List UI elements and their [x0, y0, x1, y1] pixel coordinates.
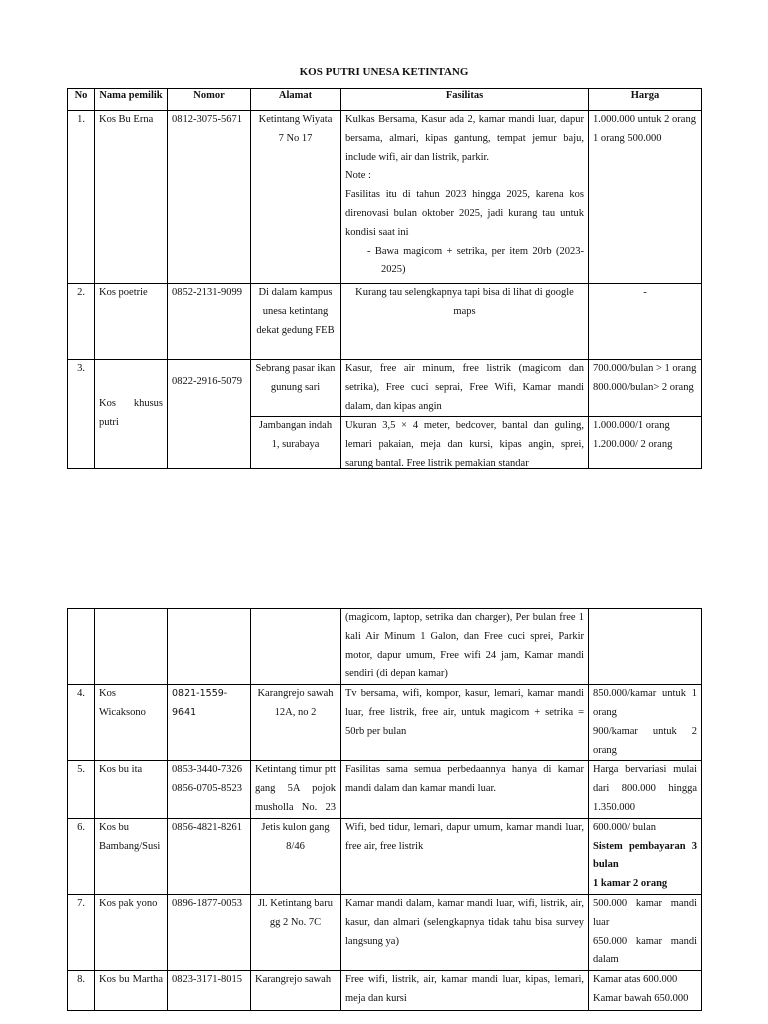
- row-nama: Kos bu ita: [95, 761, 168, 818]
- table-row: [68, 111, 702, 284]
- harga-line: 650.000 kamar mandi dalam: [593, 935, 697, 966]
- harga-line: Kamar bawah 650.000: [593, 992, 689, 1004]
- row-harga-empty: [589, 609, 702, 685]
- row-harga: [589, 360, 702, 417]
- table-row: [68, 894, 702, 970]
- note-text: Fasilitas itu di tahun 2023 hingga 2025, karena kos direnovasi bulan oktober 2025, jadi kurang tau untuk kondisi saat ini: [345, 189, 584, 238]
- row-no: 8.: [68, 971, 95, 1011]
- table-row: [68, 971, 702, 1011]
- row-no: 6.: [68, 818, 95, 894]
- row-alamat: Jetis kulon gang 8/46: [251, 818, 341, 894]
- row-alamat: Ketintang timur ptt gang 5A pojok musholla No. 23: [251, 761, 341, 818]
- row-nama: Kos Bu Erna: [95, 111, 168, 284]
- row-fasilitas: [341, 111, 589, 284]
- note-item: - Bawa magicom + setrika, per item 20rb (2023-2025): [367, 245, 584, 276]
- table-row: [68, 609, 702, 685]
- harga-line: 600.000/ bulan: [593, 821, 656, 833]
- harga-line: 1.200.000/ 2 orang: [593, 439, 673, 451]
- harga-line-bold: Sistem pembayaran 3 bulan: [593, 840, 697, 871]
- row-harga: [589, 685, 702, 761]
- table-row: [68, 360, 702, 417]
- nomor-line: 0853-3440-7326: [172, 764, 242, 776]
- row-alamat: Karangrejo sawah: [251, 971, 341, 1011]
- row-nama: Kos khusus putri: [95, 360, 168, 469]
- row-harga: -: [589, 284, 702, 360]
- header-no: No: [68, 89, 95, 111]
- harga-line: Kamar atas 600.000: [593, 974, 678, 986]
- row-fasilitas: Tv bersama, wifi, kompor, kasur, lemari, kamar mandi luar, free listrik, free air, untuk magicom + setrika = 50rb per bulan: [341, 685, 589, 761]
- header-harga: Harga: [589, 89, 702, 111]
- harga-line: 1.000.000 untuk 2 orang: [593, 114, 696, 125]
- row-fasilitas: Free wifi, listrik, air, kamar mandi luar, kipas, lemari, meja dan kursi: [341, 971, 589, 1011]
- row-nomor: 0821-1559-9641: [168, 685, 251, 761]
- row-harga: [589, 971, 702, 1011]
- row-fasilitas: [341, 417, 589, 469]
- harga-line: 850.000/kamar untuk 1 orang: [593, 688, 697, 718]
- row-alamat: Karangrejo sawah 12A, no 2: [251, 685, 341, 761]
- row-no: 5.: [68, 761, 95, 818]
- row-alamat: Di dalam kampus unesa ketintang dekat gedung FEB: [251, 284, 341, 360]
- harga-line: 500.000 kamar mandi luar: [593, 897, 697, 928]
- harga-line: 1.000.000/1 orang: [593, 420, 670, 432]
- harga-line: 900/kamar untuk 2 orang: [593, 725, 697, 756]
- row-nama-empty: [95, 609, 168, 685]
- header-fasilitas: Fasilitas: [341, 89, 589, 111]
- table-header-row: [68, 89, 702, 111]
- row-nama: Kos bu Bambang/Susi: [95, 818, 168, 894]
- row-harga: [589, 894, 702, 970]
- row-fasilitas: Kurang tau selengkapnya tapi bisa di lihat di google maps: [341, 284, 589, 360]
- row-nomor: [168, 761, 251, 818]
- row-harga: [589, 417, 702, 469]
- document-title: KOS PUTRI UNESA KETINTANG: [299, 66, 469, 78]
- row-fasilitas: (magicom, laptop, setrika dan charger), Per bulan free 1 kali Air Minum 1 Galon, dan Free cuci sprei, Parkir motor, dapur umum, Free wifi 24 jam, Kamar mandi sendiri (di depan kamar): [341, 609, 589, 685]
- row-no: 2.: [68, 284, 95, 360]
- row-harga: Harga bervariasi mulai dari 800.000 hingga 1.350.000: [589, 761, 702, 818]
- row-no-empty: [68, 609, 95, 685]
- table-row: [68, 685, 702, 761]
- harga-line: 700.000/bulan > 1 orang: [593, 363, 697, 374]
- row-nomor: 0856-4821-8261: [168, 818, 251, 894]
- row-alamat: Jambangan indah 1, surabaya: [251, 417, 341, 469]
- row-alamat-empty: [251, 609, 341, 685]
- note-label: Note :: [345, 170, 371, 182]
- kos-table-page-1: [67, 88, 702, 469]
- harga-line: 1 orang 500.000: [593, 132, 662, 144]
- row-no: 3.: [68, 360, 95, 469]
- harga-line: 800.000/bulan> 2 orang: [593, 381, 694, 393]
- table-row: [68, 818, 702, 894]
- row-fasilitas: Kamar mandi dalam, kamar mandi luar, wifi, listrik, air, kasur, dan almari (selengkapnya tidak tahu bisa survey langsung ya): [341, 894, 589, 970]
- table-row: [68, 761, 702, 818]
- row-fasilitas: Kasur, free air minum, free listrik (magicom dan setrika), Free cuci seprai, Free Wifi, Kamar mandi dalam, dan kipas angin: [341, 360, 589, 417]
- row-nomor: 0852-2131-9099: [168, 284, 251, 360]
- row-no: 1.: [68, 111, 95, 284]
- nomor-line: 0856-0705-8523: [172, 783, 242, 795]
- row-fasilitas: Fasilitas sama semua perbedaannya hanya di kamar mandi dalam dan kamar mandi luar.: [341, 761, 589, 818]
- row-nomor-empty: [168, 609, 251, 685]
- harga-line-bold: 1 kamar 2 orang: [593, 878, 668, 890]
- row-alamat: Ketintang Wiyata 7 No 17: [251, 111, 341, 284]
- fasilitas-text: Ukuran 3,5 × 4 meter, bedcover, bantal dan guling, lemari pakaian, meja dan kursi, kipas angin, sprei, sarung bantal. Free listrik pemakian standar: [345, 420, 584, 469]
- row-no: 4.: [68, 685, 95, 761]
- row-no: 7.: [68, 894, 95, 970]
- header-nomor: Nomor: [168, 89, 251, 111]
- row-fasilitas: Wifi, bed tidur, lemari, dapur umum, kamar mandi luar, free air, free listrik: [341, 818, 589, 894]
- row-nomor: 0812-3075-5671: [168, 111, 251, 284]
- fasilitas-text: Kulkas Bersama, Kasur ada 2, kamar mandi luar, dapur bersama, almari, kipas gantung, tempat jemur baju, include wifi, air dan listrik, parkir.: [345, 114, 584, 163]
- kos-table-page-2: [67, 608, 702, 1011]
- table-row: [68, 284, 702, 360]
- row-alamat: Sebrang pasar ikan gunung sari: [251, 360, 341, 417]
- row-nama: Kos Wicaksono: [95, 685, 168, 761]
- header-nama-pemilik: Nama pemilik: [95, 89, 168, 111]
- row-alamat: Jl. Ketintang baru gg 2 No. 7C: [251, 894, 341, 970]
- row-nomor: 0822-2916-5079: [168, 360, 251, 469]
- row-harga: [589, 111, 702, 284]
- row-nama: Kos pak yono: [95, 894, 168, 970]
- row-harga: [589, 818, 702, 894]
- row-nomor: 0896-1877-0053: [168, 894, 251, 970]
- row-nama: Kos poetrie: [95, 284, 168, 360]
- header-alamat: Alamat: [251, 89, 341, 111]
- row-nama: Kos bu Martha: [95, 971, 168, 1011]
- row-nomor: 0823-3171-8015: [168, 971, 251, 1011]
